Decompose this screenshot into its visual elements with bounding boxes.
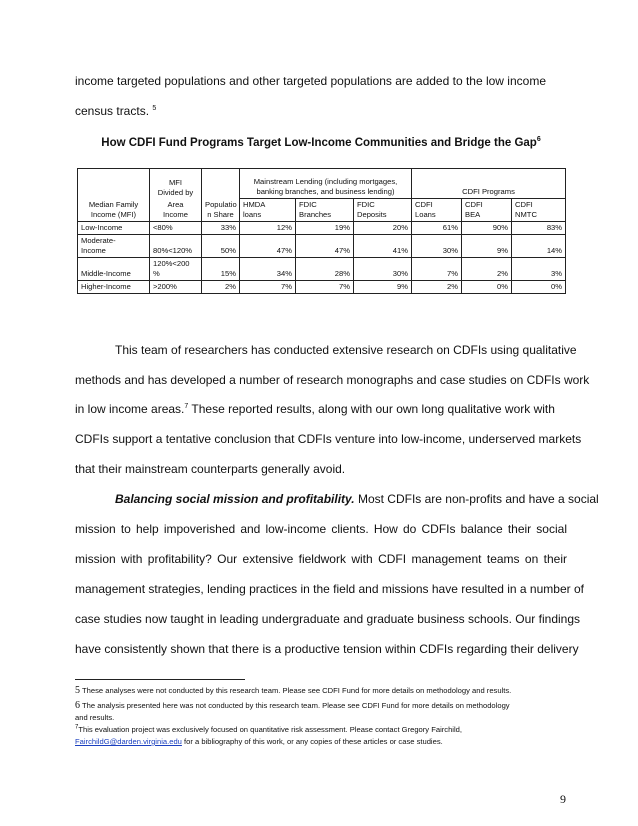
header-text: Branches bbox=[299, 210, 332, 219]
cell-fdic-deposits: 9% bbox=[354, 281, 412, 294]
footnote-7-cont bbox=[75, 737, 567, 747]
header-text: FDIC bbox=[299, 200, 317, 209]
cell-hmda: 12% bbox=[240, 222, 296, 235]
row-label: Middle-Income bbox=[78, 258, 150, 281]
footnote-ref[interactable]: 7 bbox=[184, 403, 189, 410]
body-line: mission to help impoverished and low-income clients. How do CDFIs balance their social bbox=[75, 522, 567, 536]
cell-hmda: 7% bbox=[240, 281, 296, 294]
footnote-text: for a bibliography of this work, or any copies of these articles or case studies. bbox=[181, 737, 443, 746]
cell-population: 33% bbox=[202, 222, 240, 235]
body-line: CDFIs support a tentative conclusion that CDFIs venture into low-income, underserved markets bbox=[75, 432, 582, 446]
header-text: Area bbox=[167, 200, 184, 209]
header-text: Mainstream Lending (including mortgages, bbox=[253, 177, 398, 186]
footnote-7 bbox=[75, 725, 567, 735]
table-row bbox=[78, 281, 566, 294]
cdfi-targeting-table bbox=[77, 168, 566, 294]
row-label bbox=[78, 235, 150, 258]
cell-mfi: 80%<120% bbox=[150, 235, 202, 258]
header-text: CDFI bbox=[465, 200, 483, 209]
header-text: Loans bbox=[415, 210, 436, 219]
row-label: Higher-Income bbox=[78, 281, 150, 294]
body-line: have consistently shown that there is a productive tension within CDFIs regarding their delivery bbox=[75, 642, 579, 656]
cell-cdfi-nmtc: 83% bbox=[512, 222, 566, 235]
cell-fdic-deposits: 20% bbox=[354, 222, 412, 235]
header-cell-median bbox=[78, 199, 150, 222]
footnote-text: These analyses were not conducted by this research team. Please see CDFI Fund for more details on methodology and results. bbox=[82, 686, 512, 695]
cell-population: 15% bbox=[202, 258, 240, 281]
header-cell-hmda bbox=[240, 199, 296, 222]
cell-hmda: 47% bbox=[240, 235, 296, 258]
header-text: n Share bbox=[207, 210, 234, 219]
header-text: Populatio bbox=[205, 200, 237, 209]
header-cell-cdfi-bea bbox=[462, 199, 512, 222]
header-text: MFI bbox=[168, 177, 183, 187]
header-text: loans bbox=[243, 210, 262, 219]
footnote-text: This evaluation project was exclusively focused on quantitative risk assessment. Please contact Gregory Fairchild, bbox=[78, 725, 463, 734]
table-title bbox=[75, 137, 567, 149]
cell-fdic-branches: 7% bbox=[296, 281, 354, 294]
header-text: Income bbox=[163, 210, 188, 219]
cell-fdic-deposits: 41% bbox=[354, 235, 412, 258]
header-cell-population bbox=[202, 199, 240, 222]
cell-cdfi-nmtc: 14% bbox=[512, 235, 566, 258]
body-line: management strategies, lending practices in the field and missions have resulted in a number of bbox=[75, 582, 584, 596]
cell-hmda: 34% bbox=[240, 258, 296, 281]
cell-fdic-branches: 28% bbox=[296, 258, 354, 281]
header-text: Income (MFI) bbox=[90, 210, 137, 219]
header-text: Divided by bbox=[157, 187, 194, 197]
cell-fdic-branches: 19% bbox=[296, 222, 354, 235]
cell-cdfi-bea: 9% bbox=[462, 235, 512, 258]
cell-text: % bbox=[153, 269, 160, 278]
cell-cdfi-bea: 90% bbox=[462, 222, 512, 235]
cell-population: 50% bbox=[202, 235, 240, 258]
header-text: Median Family bbox=[88, 200, 139, 209]
header-cell-mfi bbox=[150, 169, 202, 199]
body-line bbox=[75, 104, 567, 118]
table-row bbox=[78, 222, 566, 235]
cell-fdic-branches: 47% bbox=[296, 235, 354, 258]
cell-cdfi-loans: 2% bbox=[412, 281, 462, 294]
header-cell-mfi bbox=[150, 199, 202, 222]
cell-cdfi-nmtc: 3% bbox=[512, 258, 566, 281]
footnote-number: 5 bbox=[75, 685, 80, 696]
footnote-6 bbox=[75, 701, 567, 711]
table-subheader-row bbox=[78, 199, 566, 222]
header-cell-cdfi-programs: CDFI Programs bbox=[412, 169, 566, 199]
footnote-separator bbox=[75, 679, 245, 680]
row-label-text: Income bbox=[81, 246, 106, 255]
row-label: Low-Income bbox=[78, 222, 150, 235]
email-link[interactable]: FairchildG@darden.virginia.edu bbox=[75, 737, 182, 746]
header-text: banking branches, and business lending) bbox=[256, 187, 395, 196]
header-text: BEA bbox=[465, 210, 481, 219]
table-title-text: How CDFI Fund Programs Target Low-Income Communities and Bridge the Gap bbox=[101, 137, 537, 149]
cell-mfi: <80% bbox=[150, 222, 202, 235]
header-text: FDIC bbox=[357, 200, 375, 209]
header-cell-fdic-deposits bbox=[354, 199, 412, 222]
body-text: These reported results, along with our own long qualitative work with bbox=[188, 402, 555, 416]
body-line bbox=[75, 402, 567, 416]
body-line: This team of researchers has conducted extensive research on CDFIs using qualitative bbox=[115, 343, 577, 357]
table-row bbox=[78, 235, 566, 258]
table-header-row bbox=[78, 169, 566, 199]
footnote-6-cont: and results. bbox=[75, 713, 115, 722]
cell-mfi: >200% bbox=[150, 281, 202, 294]
cell-text: 120%<200 bbox=[153, 259, 190, 268]
footnote-number: 7 bbox=[75, 724, 79, 731]
body-text: census tracts. bbox=[75, 104, 150, 118]
header-text: NMTC bbox=[515, 210, 537, 219]
header-cell bbox=[202, 169, 240, 199]
header-cell-cdfi-loans bbox=[412, 199, 462, 222]
table-row bbox=[78, 258, 566, 281]
body-text: in low income areas. bbox=[75, 402, 185, 416]
header-cell-fdic-branches bbox=[296, 199, 354, 222]
header-cell-mainstream bbox=[240, 169, 412, 199]
cell-cdfi-loans: 61% bbox=[412, 222, 462, 235]
cell-mfi bbox=[150, 258, 202, 281]
body-line: income targeted populations and other targeted populations are added to the low income bbox=[75, 74, 546, 88]
cell-population: 2% bbox=[202, 281, 240, 294]
cell-cdfi-nmtc: 0% bbox=[512, 281, 566, 294]
section-heading: Balancing social mission and profitability. bbox=[115, 492, 355, 506]
page-number: 9 bbox=[560, 792, 566, 806]
cell-cdfi-bea: 2% bbox=[462, 258, 512, 281]
header-text: CDFI bbox=[515, 200, 533, 209]
footnote-5 bbox=[75, 686, 567, 696]
footnote-text: The analysis presented here was not conducted by this research team. Please see CDFI Fund for more details on methodology bbox=[82, 701, 510, 710]
body-line: case studies now taught in leading undergraduate and graduate business schools. Our findings bbox=[75, 612, 581, 626]
footnote-ref[interactable]: 5 bbox=[152, 105, 157, 112]
header-text: Deposits bbox=[357, 210, 387, 219]
body-line bbox=[75, 492, 599, 506]
footnote-number: 6 bbox=[75, 700, 80, 711]
header-text: HMDA bbox=[243, 200, 266, 209]
header-cell-cdfi-nmtc bbox=[512, 199, 566, 222]
cell-fdic-deposits: 30% bbox=[354, 258, 412, 281]
footnote-ref[interactable]: 6 bbox=[536, 136, 541, 144]
cell-cdfi-bea: 0% bbox=[462, 281, 512, 294]
body-text: Most CDFIs are non-profits and have a social bbox=[354, 492, 599, 506]
cell-cdfi-loans: 7% bbox=[412, 258, 462, 281]
body-line: mission with profitability? Our extensive fieldwork with CDFI management teams on their bbox=[75, 552, 567, 566]
body-line: that their mainstream counterparts generally avoid. bbox=[75, 462, 346, 476]
body-line: methods and has developed a number of research monographs and case studies on CDFIs work bbox=[75, 373, 590, 387]
cell-cdfi-loans: 30% bbox=[412, 235, 462, 258]
header-text: CDFI bbox=[415, 200, 433, 209]
header-cell bbox=[78, 169, 150, 199]
row-label-text: Moderate- bbox=[81, 236, 116, 245]
